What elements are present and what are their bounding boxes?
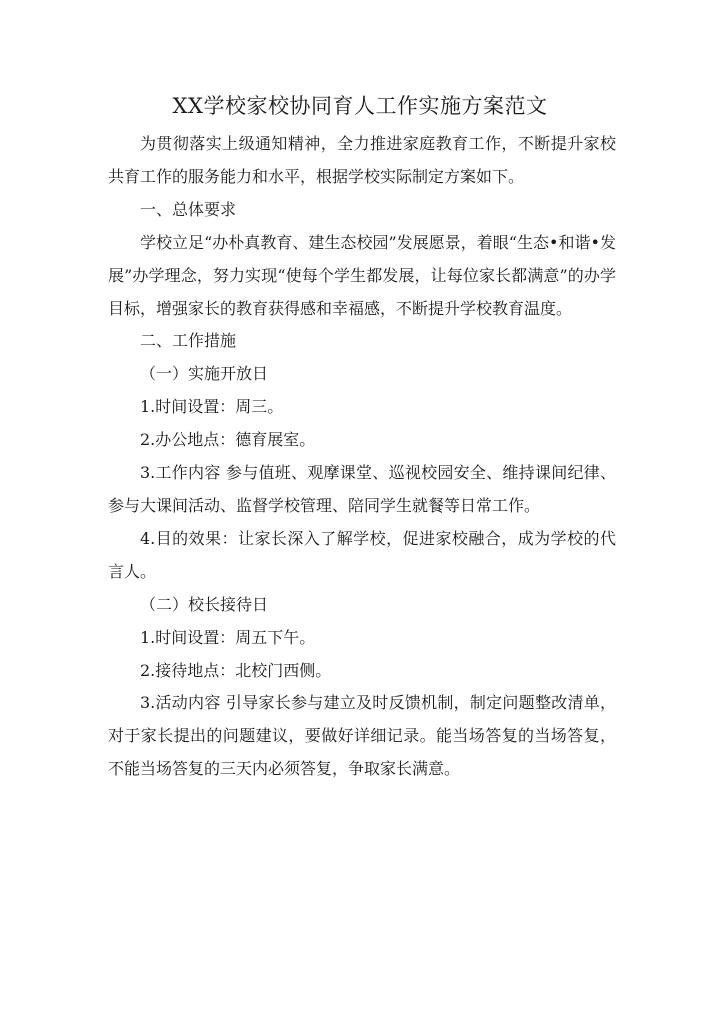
list-item-principal-day-content: 3.活动内容 引导家长参与建立及时反馈机制，制定问题整改清单，对于家长提出的问题建议，要做好详细记录。能当场答复的当场答复，不能当场答复的三天内必须答复，争取家长满意。 — [108, 693, 616, 779]
list-item-principal-day-time: 1.时间设置：周五下午。 — [140, 627, 316, 647]
subheading-principal-day: （二）校长接待日 — [140, 594, 269, 614]
section-heading-general: 一、总体要求 — [140, 199, 237, 219]
document-title: XX学校家校协同育人工作实施方案范文 — [172, 94, 548, 118]
list-item-open-day-effect: 4.目的效果：让家长深入了解学校，促进家校融合，成为学校的代言人。 — [108, 528, 616, 581]
paragraph-general-requirements: 学校立足“办朴真教育、建生态校园”发展愿景，着眼“生态•和谐•发展”办学理念，努力实现“使每个学生都发展，让每位家长都满意”的办学目标，增强家长的教育获得感和幸福感，不断提升学校教育温度。 — [108, 232, 616, 318]
paragraph-intro: 为贯彻落实上级通知精神，全力推进家庭教育工作，不断提升家校共育工作的服务能力和水平，根据学校实际制定方案如下。 — [108, 134, 616, 186]
section-heading-measures: 二、工作措施 — [140, 331, 237, 351]
list-item-open-day-content: 3.工作内容 参与值班、观摩课堂、巡视校园安全、维持课间纪律、参与大课间活动、监督学校管理、陪同学生就餐等日常工作。 — [108, 463, 616, 515]
list-item-principal-day-location: 2.接待地点：北校门西侧。 — [140, 660, 332, 680]
document-body — [108, 128, 616, 786]
subheading-open-day: （一）实施开放日 — [140, 364, 269, 384]
list-item-open-day-location: 2.办公地点：德育展室。 — [140, 430, 316, 450]
list-item-open-day-time: 1.时间设置：周三。 — [140, 397, 284, 417]
